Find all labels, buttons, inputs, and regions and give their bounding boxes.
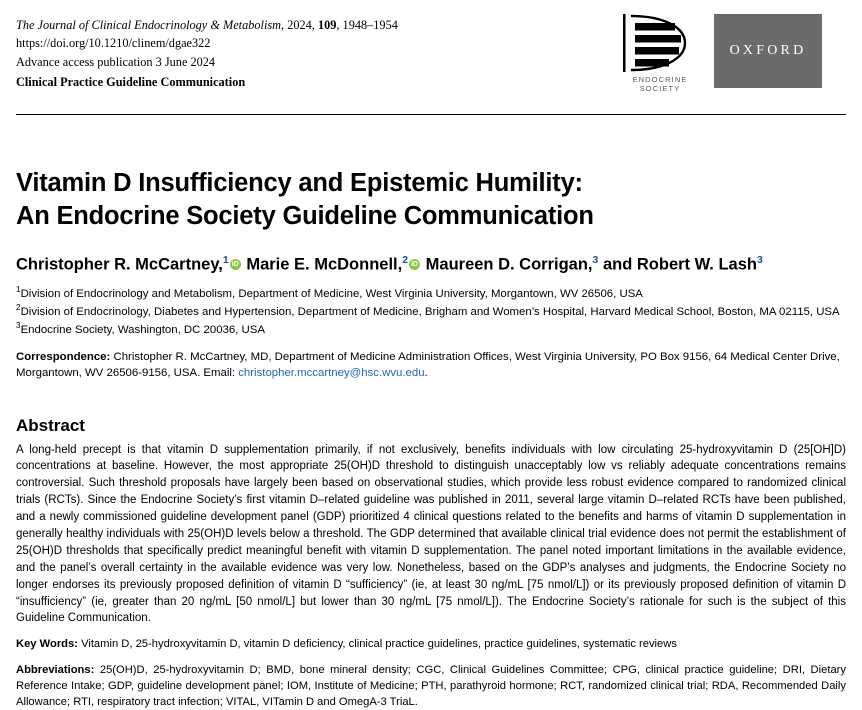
endocrine-society-mark-icon bbox=[623, 14, 697, 72]
society-wordmark-line2: SOCIETY bbox=[639, 84, 681, 94]
author-list bbox=[16, 254, 846, 276]
keywords-label: Key Words: bbox=[16, 638, 78, 651]
abstract-heading: Abstract bbox=[16, 415, 85, 435]
correspondence-label: Correspondence: bbox=[16, 351, 111, 364]
abbreviations-block bbox=[16, 662, 846, 710]
title-line-1: Vitamin D Insufficiency and Epistemic Humility: bbox=[16, 169, 583, 197]
journal-year: , 2024, bbox=[281, 18, 318, 32]
abbreviations-label: Abbreviations: bbox=[16, 663, 95, 676]
endocrine-society-wordmark bbox=[633, 75, 688, 94]
author-name[interactable]: Marie E. McDonnell, bbox=[246, 255, 403, 274]
affiliation-item bbox=[16, 302, 846, 320]
article-class-label: Clinical Practice Guideline Communication bbox=[16, 75, 246, 90]
author-name[interactable]: Christopher R. McCartney, bbox=[16, 255, 223, 274]
endocrine-society-logo bbox=[606, 14, 714, 94]
affiliation-marker: 3 bbox=[16, 321, 21, 331]
masthead-citation-block bbox=[16, 14, 398, 92]
author-name[interactable]: and Robert W. Lash bbox=[602, 255, 757, 274]
journal-pages: , 1948–1954 bbox=[336, 18, 398, 32]
correspondence-email-link[interactable]: christopher.mccartney@hsc.wvu.edu bbox=[238, 367, 425, 380]
masthead bbox=[16, 14, 846, 115]
oxford-university-press-logo bbox=[714, 14, 822, 88]
orcid-icon[interactable] bbox=[230, 259, 241, 270]
masthead-logos bbox=[606, 14, 846, 94]
journal-volume: 109 bbox=[317, 18, 337, 32]
keywords-block bbox=[16, 636, 846, 652]
author-name[interactable]: Maureen D. Corrigan, bbox=[425, 255, 593, 274]
correspondence-tail: . bbox=[424, 367, 428, 380]
author-affil-marker: 3 bbox=[756, 254, 763, 267]
affiliation-text: Endocrine Society, Washington, DC 20036, USA bbox=[20, 323, 265, 336]
page-title bbox=[16, 167, 846, 232]
society-wordmark-line1: ENDOCRINE bbox=[632, 75, 688, 84]
title-line-2: An Endocrine Society Guideline Communication bbox=[16, 201, 594, 230]
affiliation-marker: 1 bbox=[16, 285, 21, 295]
correspondence-text: Christopher R. McCartney, MD, Department of Medicine Administration Offices, West Virginia University, PO Box 9156, 64 Medical Center Drive, Morgantown, WV 26506-9156, USA. Email: bbox=[16, 351, 840, 380]
advance-access-line: Advance access publication 3 June 2024 bbox=[16, 54, 216, 69]
author-affil-marker: 1 bbox=[222, 254, 229, 267]
author-affil-marker: 2 bbox=[402, 254, 409, 267]
abstract-text: A long-held precept is that vitamin D supplementation primarily, if not exclusively, benefits individuals with low circulating 25-hydroxyvitamin D (25[OH]D) concentrations at baseline. However, the most appropriate 25(OH)D threshold to distinguish unacceptably low vs reliably adequate concentrations remains controversial. Such threshold proposals have largely been based on observational studies, which provide less robust evidence compared to randomized clinical trials (RCTs). Since the Endocrine Society’s first vitamin D–related guideline was published in 2011, several large vitamin D–related RCTs have been published, and a newly commissioned guideline development panel (GDP) prioritized 4 clinical questions related to the benefits and harms of vitamin D supplementation in generally healthy individuals with 25(OH)D levels below a threshold. The GDP determined that available clinical trial evidence does not permit the establishment of 25(OH)D thresholds that specifically predict meaningful benefit with vitamin D supplementation. The panel noted important limitations in the available evidence, and the panel’s overall certainty in the available evidence was very low. Nonetheless, based on the GDP’s analyses and judgments, the Endocrine Society no longer endorses its previously proposed definition of vitamin D “sufficiency” (ie, at least 30 ng/mL [75 nmol/L]) or its previously proposed definition of vitamin D “insufficiency” (ie, greater than 20 ng/mL [50 nmol/L] but lower than 30 ng/mL [75 nmol/L]). The Endocrine Society’s rationale for such is the subject of this Guideline Communication. bbox=[16, 443, 846, 625]
journal-citation-line bbox=[16, 16, 398, 34]
affiliation-item bbox=[16, 320, 846, 338]
doi-line[interactable]: https://doi.org/10.1210/clinem/dgae322 bbox=[16, 36, 211, 51]
orcid-icon[interactable] bbox=[409, 259, 420, 270]
author-affil-marker: 3 bbox=[592, 254, 599, 267]
correspondence-block bbox=[16, 349, 846, 381]
keywords-text: Vitamin D, 25-hydroxyvitamin D, vitamin D deficiency, clinical practice guidelines, practice guidelines, systematic reviews bbox=[77, 638, 677, 651]
affiliation-text: Division of Endocrinology and Metabolism, Department of Medicine, West Virginia University, Morgantown, WV 26506, USA bbox=[20, 287, 643, 300]
affiliation-item bbox=[16, 284, 846, 302]
oup-wordmark: OXFORD bbox=[729, 43, 807, 58]
affiliation-list bbox=[16, 284, 846, 338]
affiliation-text: Division of Endocrinology, Diabetes and Hypertension, Department of Medicine, Brigham and Women’s Hospital, Harvard Medical School, Boston, MA 02115, USA bbox=[20, 305, 840, 318]
affiliation-marker: 2 bbox=[16, 303, 21, 313]
abbreviations-text: 25(OH)D, 25-hydroxyvitamin D; BMD, bone mineral density; CGC, Clinical Guidelines Committee; CPG, clinical practice guideline; DRI, Dietary Reference Intake; GDP, guideline development panel; IOM, Institute of Medicine; PTH, parathyroid hormone; RCT, randomized clinical trial; RDA, Recommended Daily Allowance; RTI, respiratory tract infection; VITAL, VITamin D and OmegA-3 TriaL. bbox=[16, 663, 846, 709]
journal-title: The Journal of Clinical Endocrinology & Metabolism bbox=[16, 18, 282, 32]
